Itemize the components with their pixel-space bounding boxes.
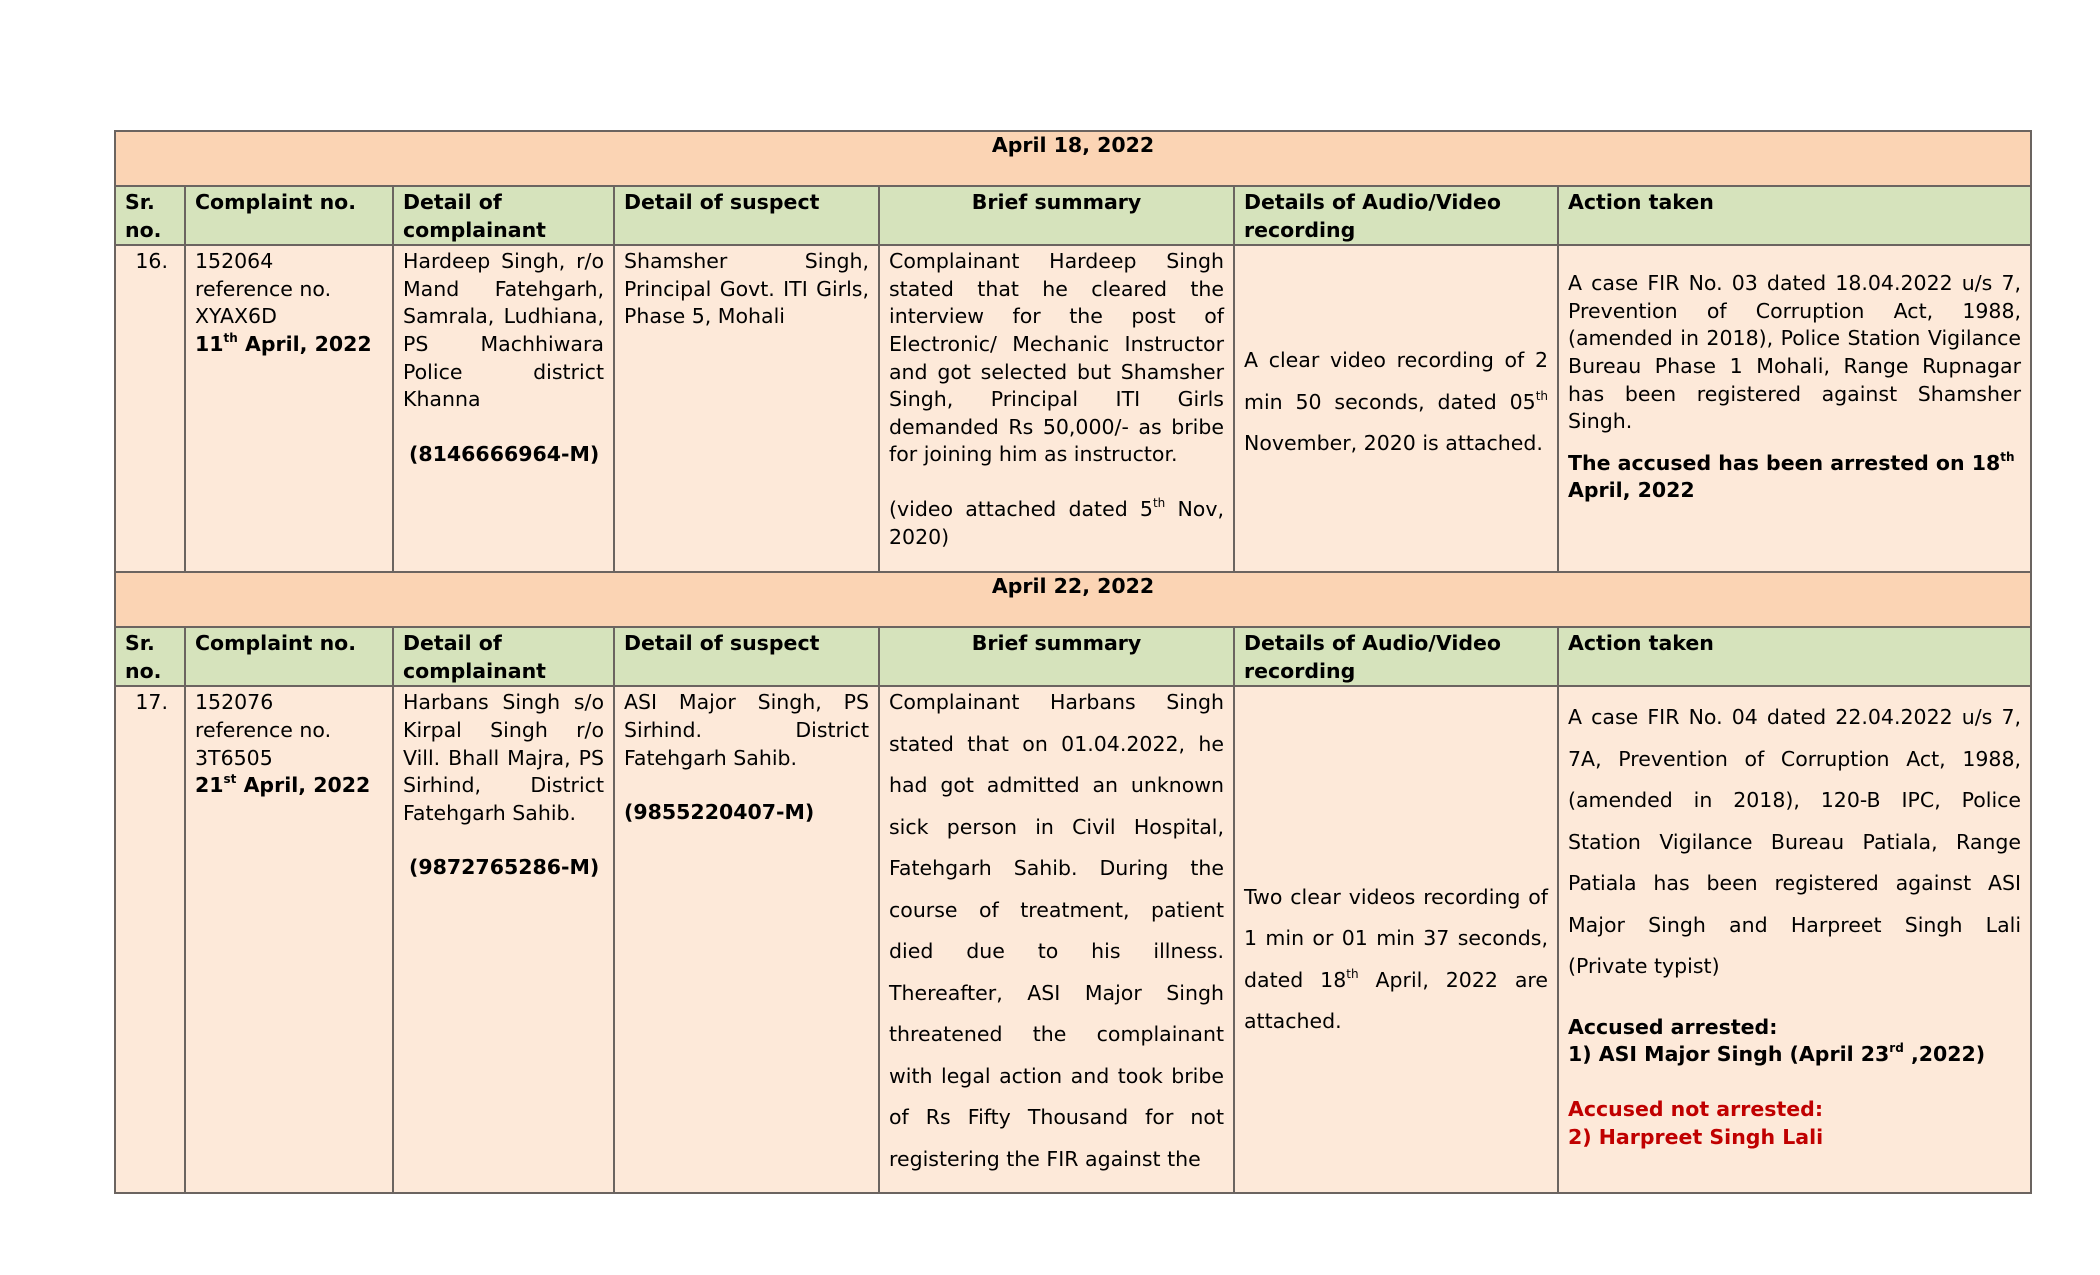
recording-sup: th bbox=[1346, 966, 1359, 981]
action-text: A case FIR No. 03 dated 18.04.2022 u/s 7, Prevention of Corruption Act, 1988, (amended in 2018), Police Station Vigilance Bureau Phase 1 Mohali, Range Rupnagar has been registered against Shamsher Singh. bbox=[1568, 271, 2022, 434]
complainant-phone: (9872765286-M) bbox=[409, 855, 600, 880]
recording-cell bbox=[1234, 245, 1558, 572]
arrest-post: April, 2022 bbox=[1568, 478, 1695, 503]
arrested-item-sup: rd bbox=[1889, 1041, 1904, 1056]
summary-text: Complainant Hardeep Singh stated that he cleared the interview for the post of Electronic/ Mechanic Instructor and got selected but Shamsher Singh, Principal ITI Girls demanded Rs 50,000/- as bribe for joining him as instructor. bbox=[889, 249, 1224, 467]
complainant-cell bbox=[393, 686, 614, 1193]
suspect-phone: (9855220407-M) bbox=[624, 800, 815, 825]
note-post: Nov, 2020) bbox=[889, 496, 1224, 549]
arrested-label: Accused arrested: bbox=[1568, 1014, 1778, 1039]
reference-label: reference no. bbox=[195, 717, 332, 742]
summary-cell bbox=[879, 686, 1234, 1193]
header-sr-no: Sr. no. bbox=[115, 627, 185, 686]
header-suspect: Detail of suspect bbox=[614, 186, 879, 245]
section-date: April 18, 2022 bbox=[115, 131, 2031, 186]
note-pre: (video attached dated 5 bbox=[889, 496, 1153, 521]
complaint-no: 152064 bbox=[195, 249, 274, 274]
date-day: 11 bbox=[195, 331, 224, 356]
recording-sup: th bbox=[1535, 388, 1548, 403]
reference-no: 3T6505 bbox=[195, 745, 273, 770]
arrested-item bbox=[1568, 1041, 2021, 1069]
header-suspect: Detail of suspect bbox=[614, 627, 879, 686]
arrested-item-pre: 1) ASI Major Singh (April 23 bbox=[1568, 1042, 1890, 1067]
table-row bbox=[115, 245, 2031, 572]
complaint-no: 152076 bbox=[195, 690, 274, 715]
complainant-detail: Harbans Singh s/o Kirpal Singh r/o Vill. Bhall Majra, PS Sirhind, District Fatehgarh Sahib. bbox=[403, 690, 604, 825]
reference-no: XYAX6D bbox=[195, 304, 277, 329]
suspect-cell bbox=[614, 245, 879, 572]
action-cell bbox=[1558, 245, 2031, 572]
complaint-no-cell bbox=[185, 686, 393, 1193]
suspect-detail: ASI Major Singh, PS Sirhind. District Fatehgarh Sahib. bbox=[624, 690, 869, 770]
summary-text: Complainant Harbans Singh stated that on 01.04.2022, he had got admitted an unknown sick person in Civil Hospital, Fatehgarh Sahib. During the course of treatment, patient died due to his illness. Thereafter, ASI Major Singh threatened the complainant with legal action and took bribe of Rs Fifty Thousand for not registering the FIR against the bbox=[889, 690, 1224, 1171]
not-arrested-item: 2) Harpreet Singh Lali bbox=[1568, 1124, 1824, 1149]
table-header-row bbox=[115, 627, 2031, 686]
recording-pre: A clear video recording of 2 min 50 seconds, dated 05 bbox=[1244, 348, 1548, 414]
complainant-phone: (8146666964-M) bbox=[409, 441, 600, 466]
summary-note bbox=[889, 496, 1224, 551]
header-complainant: Detail of complainant bbox=[393, 627, 614, 686]
table-header-row bbox=[115, 186, 2031, 245]
complainant-detail: Hardeep Singh, r/o Mand Fatehgarh, Samrala, Ludhiana, PS Machhiwara Police district Khanna bbox=[403, 249, 604, 412]
note-sup: th bbox=[1152, 495, 1166, 510]
date-suffix: th bbox=[223, 330, 238, 345]
sr-no: 17. bbox=[115, 686, 185, 1193]
action-cell bbox=[1558, 686, 2031, 1193]
section-date-row bbox=[115, 572, 2031, 627]
header-complaint-no: Complaint no. bbox=[185, 186, 393, 245]
complaint-date bbox=[195, 331, 383, 359]
recording-cell bbox=[1234, 686, 1558, 1193]
recording-post: November, 2020 is attached. bbox=[1244, 431, 1543, 456]
recording-text bbox=[1244, 877, 1548, 1043]
complaints-table bbox=[114, 130, 2032, 1194]
section-date-row bbox=[115, 131, 2031, 186]
reference-label: reference no. bbox=[195, 276, 332, 301]
suspect-detail: Shamsher Singh, Principal Govt. ITI Girls, Phase 5, Mohali bbox=[624, 249, 869, 329]
complainant-cell bbox=[393, 245, 614, 572]
header-sr-no: Sr. no. bbox=[115, 186, 185, 245]
recording-pre: Two clear videos recording of 1 min or 01 min 37 seconds, dated 18 bbox=[1244, 884, 1548, 992]
complaint-no-cell bbox=[185, 245, 393, 572]
header-recording: Details of Audio/Video recording bbox=[1234, 627, 1558, 686]
arrest-status bbox=[1568, 450, 2021, 505]
date-rest: April, 2022 bbox=[243, 773, 371, 798]
header-action: Action taken bbox=[1558, 627, 2031, 686]
arrest-pre: The accused has been arrested on 18 bbox=[1568, 450, 2001, 475]
header-complaint-no: Complaint no. bbox=[185, 627, 393, 686]
sr-no: 16. bbox=[115, 245, 185, 572]
date-rest: April, 2022 bbox=[244, 331, 372, 356]
date-day: 21 bbox=[195, 773, 224, 798]
recording-text bbox=[1244, 340, 1548, 465]
header-action: Action taken bbox=[1558, 186, 2031, 245]
section-date: April 22, 2022 bbox=[115, 572, 2031, 627]
table-row bbox=[115, 686, 2031, 1193]
header-summary: Brief summary bbox=[879, 186, 1234, 245]
date-suffix: st bbox=[223, 772, 237, 787]
header-recording: Details of Audio/Video recording bbox=[1234, 186, 1558, 245]
header-complainant: Detail of complainant bbox=[393, 186, 614, 245]
arrest-sup: th bbox=[2000, 449, 2015, 464]
not-arrested-label: Accused not arrested: bbox=[1568, 1097, 1824, 1122]
arrested-item-post: ,2022) bbox=[1903, 1042, 1986, 1067]
summary-cell bbox=[879, 245, 1234, 572]
recording-post: April, 2022 are attached. bbox=[1244, 967, 1549, 1034]
header-summary: Brief summary bbox=[879, 627, 1234, 686]
action-text: A case FIR No. 04 dated 22.04.2022 u/s 7, 7A, Prevention of Corruption Act, 1988, (amended in 2018), 120-B IPC, Police Station Vigilance Bureau Patiala, Range Patiala has been registered against ASI Major Singh and Harpreet Singh Lali (Private typist) bbox=[1568, 705, 2022, 979]
suspect-cell bbox=[614, 686, 879, 1193]
complaint-date bbox=[195, 772, 383, 800]
